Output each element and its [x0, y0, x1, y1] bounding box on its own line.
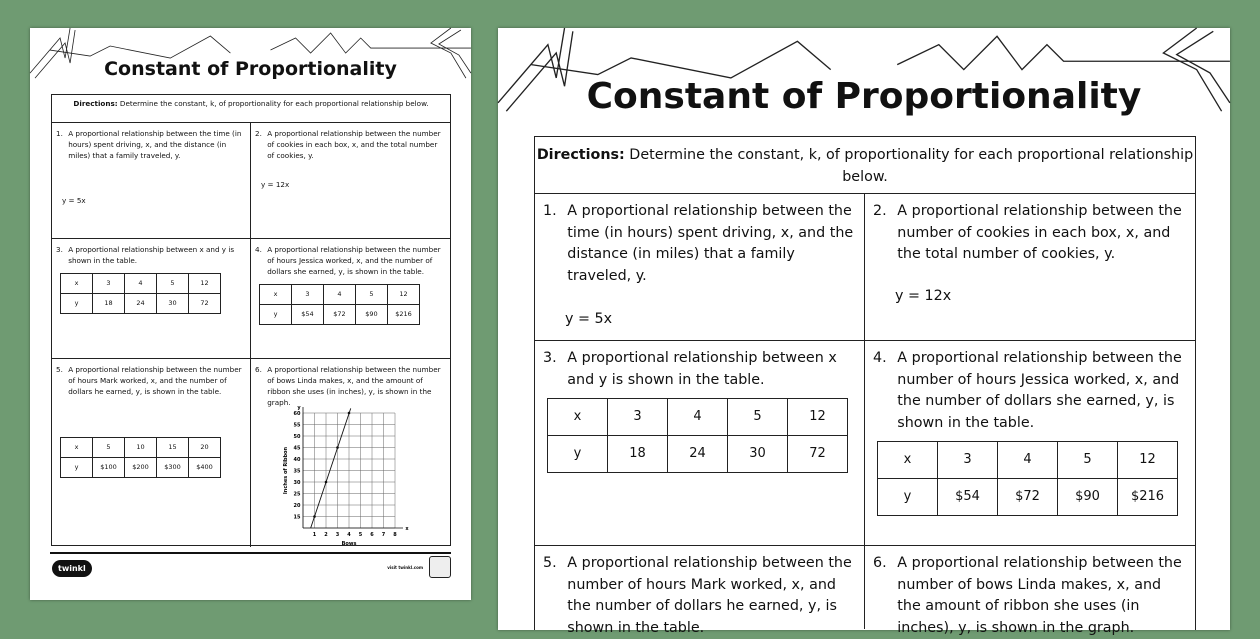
table-cell: 10	[125, 438, 157, 458]
question-text: A proportional relationship between the number of hours Mark worked, x, and the number of dollars he earned, y, is shown in the table.	[68, 365, 242, 396]
x-tick-label: 4	[347, 532, 351, 538]
y-axis-label: Inches of Ribbon	[283, 446, 289, 495]
table-cell: y	[878, 479, 938, 516]
question-4	[251, 239, 450, 359]
table-cell: $400	[189, 458, 221, 478]
question-1	[52, 123, 251, 239]
table-cell: y	[61, 294, 93, 314]
data-point	[313, 515, 316, 518]
question-number: 6.	[873, 555, 887, 571]
question-number: 4.	[255, 245, 262, 254]
table-cell: 5	[157, 274, 189, 294]
y-tick-label: 40	[293, 457, 301, 463]
twinkl-logo: twinkl	[52, 560, 92, 577]
question-table	[534, 136, 1196, 636]
worksheet-preview	[498, 28, 1230, 636]
data-line	[311, 408, 351, 528]
x-tick-label: 6	[370, 532, 374, 538]
directions	[52, 95, 450, 123]
table-cell: 24	[668, 436, 728, 473]
question-text: A proportional relationship between the number of hours Jessica worked, x, and the number of dollars she earned, y, is shown in the table.	[897, 350, 1182, 431]
x-tick-label: 2	[324, 532, 328, 538]
x-tick-label: 8	[393, 532, 397, 538]
table-cell: x	[260, 285, 292, 305]
directions	[535, 137, 1195, 194]
table-row-x	[61, 438, 221, 458]
question-text: A proportional relationship between the number of bows Linda makes, x, and the amount of ribbon she uses (in inches), y, is shown in the graph.	[897, 555, 1182, 636]
table-cell: 3	[292, 285, 324, 305]
table-cell: $216	[388, 305, 420, 325]
table-cell: 20	[189, 438, 221, 458]
table-row-y	[548, 436, 848, 473]
question-text: A proportional relationship between the number of bows Linda makes, x, and the amount of ribbon she uses (in inches), y, is shown in the graph.	[267, 365, 441, 407]
table-row-y	[61, 294, 221, 314]
table-cell: $300	[157, 458, 189, 478]
values-table	[60, 273, 221, 314]
table-cell: 18	[608, 436, 668, 473]
table-cell: $90	[1058, 479, 1118, 516]
table-cell: 12	[388, 285, 420, 305]
y-tick-label: 30	[293, 480, 301, 486]
table-cell: 5	[1058, 442, 1118, 479]
table-cell: x	[878, 442, 938, 479]
directions-label: Directions:	[536, 147, 625, 163]
equation: y = 5x	[565, 311, 613, 327]
y-tick-label: 15	[293, 514, 301, 521]
table-row-y	[878, 479, 1178, 516]
question-number: 5.	[543, 555, 557, 571]
table-cell: x	[61, 438, 93, 458]
table-cell: 72	[788, 436, 848, 473]
table-cell: y	[260, 305, 292, 325]
question-6	[251, 359, 450, 547]
question-6	[865, 546, 1195, 636]
y-tick-label: 25	[293, 491, 301, 498]
question-text: A proportional relationship between the number of hours Mark worked, x, and the number of dollars he earned, y, is shown in the table.	[567, 555, 852, 636]
y-tick-label: 50	[293, 434, 301, 440]
question-number: 4.	[873, 350, 887, 366]
table-cell: $72	[998, 479, 1058, 516]
table-row-y	[260, 305, 420, 325]
question-text: A proportional relationship between the time (in hours) spent driving, x, and the distance (in miles) that a family traveled, y.	[567, 203, 854, 284]
data-point	[325, 481, 328, 484]
question-number: 2.	[873, 203, 887, 219]
table-cell: $54	[938, 479, 998, 516]
table-cell: 24	[125, 294, 157, 314]
values-table	[259, 284, 420, 325]
table-cell: 12	[788, 399, 848, 436]
question-number: 1.	[56, 129, 63, 138]
table-row-x	[260, 285, 420, 305]
ribbon-graph	[263, 403, 409, 553]
table-cell: 18	[93, 294, 125, 314]
badge-icon	[429, 556, 451, 578]
table-cell: 30	[157, 294, 189, 314]
table-cell: 12	[1118, 442, 1178, 479]
table-cell: 5	[728, 399, 788, 436]
table-cell: 4	[998, 442, 1058, 479]
page-title: Constant of Proportionality	[586, 76, 1142, 117]
question-5	[535, 546, 865, 636]
question-text: A proportional relationship between x and y is shown in the table.	[68, 245, 235, 265]
directions-text: Determine the constant, k, of proportionality for each proportional relationship below.	[624, 147, 1194, 185]
question-text: A proportional relationship between the number of cookies in each box, x, and the total number of cookies, y.	[267, 129, 441, 160]
y-tick-label: 45	[293, 445, 301, 452]
question-text: A proportional relationship between x and y is shown in the table.	[567, 350, 837, 388]
table-cell: 12	[189, 274, 221, 294]
question-1	[535, 194, 865, 341]
data-point	[336, 446, 339, 449]
y-tick-label: 60	[293, 411, 301, 417]
y-tick-label: 20	[293, 503, 301, 509]
question-3	[52, 239, 251, 359]
page-title: Constant of Proportionality	[104, 58, 397, 80]
question-number: 6.	[255, 365, 262, 374]
table-cell: 30	[728, 436, 788, 473]
table-row-x	[61, 274, 221, 294]
values-table	[60, 437, 221, 478]
x-tick-label: 1	[312, 532, 317, 538]
equation: y = 5x	[62, 196, 86, 205]
table-cell: 15	[157, 438, 189, 458]
values-table	[547, 398, 848, 473]
table-cell: 3	[938, 442, 998, 479]
question-number: 1.	[543, 203, 557, 219]
question-text: A proportional relationship between the number of cookies in each box, x, and the total number of cookies, y.	[897, 203, 1182, 262]
question-number: 3.	[543, 350, 557, 366]
table-cell: 3	[608, 399, 668, 436]
question-number: 2.	[255, 129, 262, 138]
table-cell: $54	[292, 305, 324, 325]
table-cell: 4	[668, 399, 728, 436]
table-cell: y	[548, 436, 608, 473]
table-cell: $100	[93, 458, 125, 478]
table-cell: 4	[324, 285, 356, 305]
table-cell: 5	[356, 285, 388, 305]
equation: y = 12x	[895, 288, 952, 304]
visit-link: visit twinkl.com	[387, 565, 423, 570]
x-tick-label: 3	[335, 532, 340, 538]
directions-text: Determine the constant, k, of proportionality for each proportional relationship below.	[117, 99, 429, 108]
table-cell: 3	[93, 274, 125, 294]
table-cell: x	[548, 399, 608, 436]
table-row-y	[61, 458, 221, 478]
y-tick-label: 35	[293, 468, 301, 475]
question-5	[52, 359, 251, 547]
table-cell: x	[61, 274, 93, 294]
question-4	[865, 341, 1195, 546]
x-tick-label: 5	[358, 532, 363, 538]
table-cell: $200	[125, 458, 157, 478]
question-table	[51, 94, 451, 546]
table-cell: $90	[356, 305, 388, 325]
question-3	[535, 341, 865, 546]
footer-rule	[50, 552, 451, 554]
x-axis-name: x	[405, 526, 409, 532]
y-tick-label: 55	[293, 422, 301, 429]
table-cell: 72	[189, 294, 221, 314]
equation: y = 12x	[261, 180, 290, 189]
question-number: 3.	[56, 245, 63, 254]
x-tick-label: 7	[381, 532, 386, 538]
question-text: A proportional relationship between the number of hours Jessica worked, x, and the number of dollars she earned, y, is shown in the table.	[267, 245, 441, 276]
question-text: A proportional relationship between the time (in hours) spent driving, x, and the distance (in miles) that a family traveled, y.	[68, 129, 242, 160]
x-axis-label: Bows	[341, 541, 357, 547]
table-cell: 5	[93, 438, 125, 458]
question-2	[865, 194, 1195, 341]
table-cell: $216	[1118, 479, 1178, 516]
table-cell: y	[61, 458, 93, 478]
question-2	[251, 123, 450, 239]
values-table	[877, 441, 1178, 516]
y-axis-name: y	[297, 405, 301, 411]
data-point	[348, 412, 351, 415]
worksheet-thumbnail	[30, 28, 471, 600]
table-row-x	[878, 442, 1178, 479]
directions-label: Directions:	[73, 99, 118, 108]
table-cell: 4	[125, 274, 157, 294]
question-number: 5.	[56, 365, 63, 374]
table-row-x	[548, 399, 848, 436]
table-cell: $72	[324, 305, 356, 325]
